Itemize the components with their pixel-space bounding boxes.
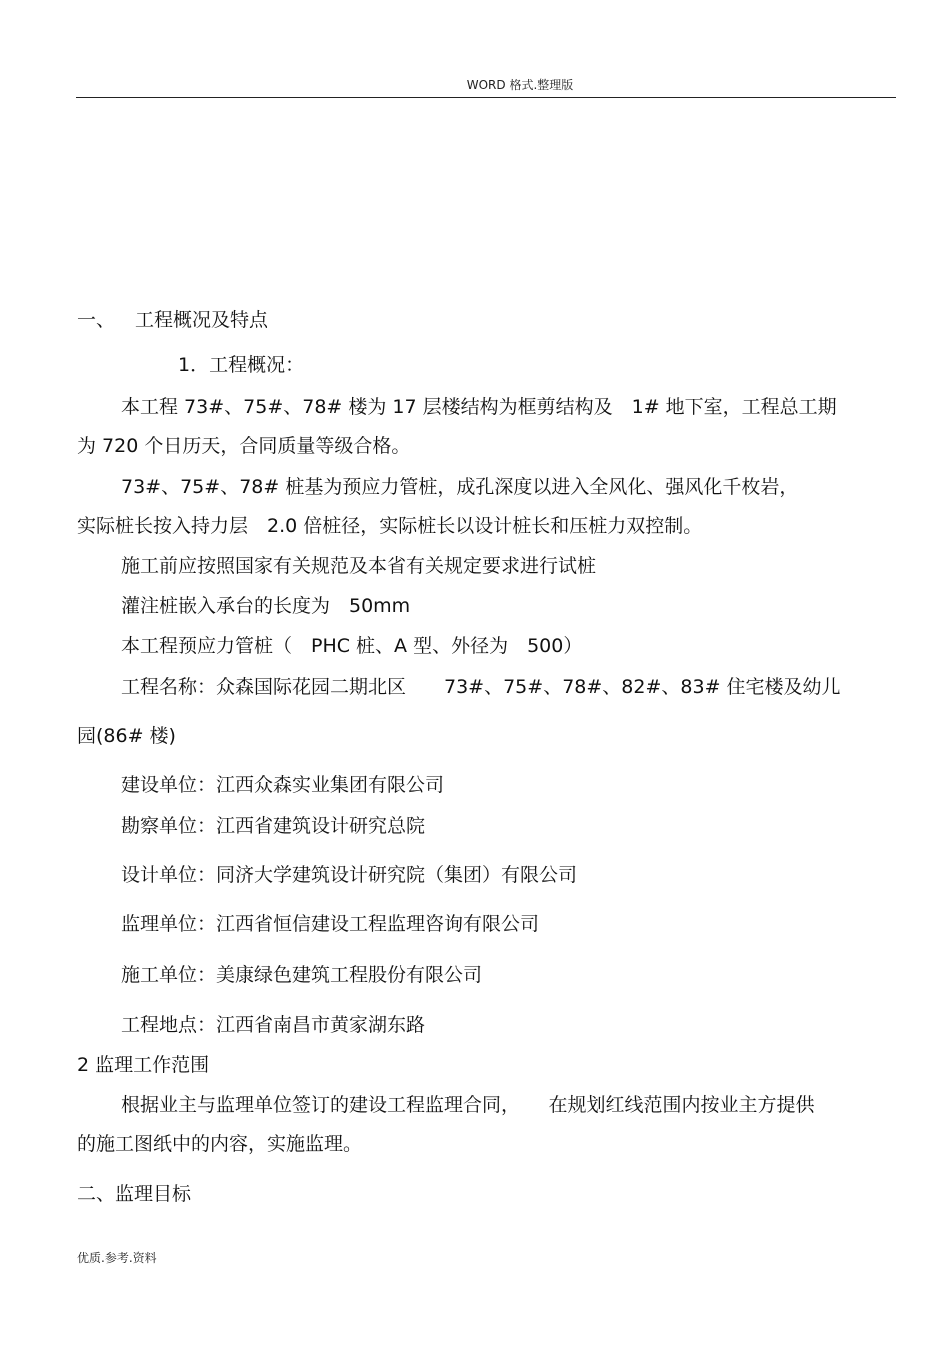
supervision-info: 监理单位：江西省恒信建设工程监理咨询有限公司 [121,913,540,935]
paragraph-3: 施工前应按照国家有关规范及本省有关规定要求进行试桩 [121,555,597,577]
construction-info: 施工单位：美康绿色建筑工程股份有限公司 [121,964,483,986]
paragraph-2-line-2: 实际桩长按入持力层 2.0 倍桩径，实际桩长以设计桩长和压桩力双控制。 [77,515,703,537]
location-info: 工程地点：江西省南昌市黄家湖东路 [121,1014,426,1036]
design-info: 设计单位：同济大学建筑设计研究院（集团）有限公司 [121,864,578,886]
section-1-title: 工程概况及特点 [135,309,269,331]
project-name-line-2: 园(86# 楼) [77,725,176,747]
paragraph-1-line-1: 本工程 73#、75#、78# 楼为 17 层楼结构为框剪结构及 1# 地下室，工程总工期 [121,396,837,418]
client-info: 建设单位：江西众森实业集团有限公司 [121,774,445,796]
project-name-line-1: 工程名称：众森国际花园二期北区 73#、75#、78#、82#、83# 住宅楼及幼儿 [121,676,841,698]
survey-info: 勘察单位：江西省建筑设计研究总院 [121,815,426,837]
paragraph-13-line-2: 的施工图纸中的内容，实施监理。 [77,1133,363,1155]
section-1-number: 一、 [77,309,116,331]
paragraph-2-line-1: 73#、75#、78# 桩基为预应力管桩，成孔深度以进入全风化、强风化千枚岩， [121,476,799,498]
paragraph-5: 本工程预应力管桩（ PHC 桩、A 型、外径为 500） [121,635,583,657]
page-footer: 优质.参考.资料 [77,1251,157,1265]
paragraph-4: 灌注桩嵌入承台的长度为 50mm [121,595,411,617]
section-2-title: 2 监理工作范围 [77,1054,210,1076]
header-divider [76,97,896,98]
paragraph-1-line-2: 为 720 个日历天，合同质量等级合格。 [77,435,411,457]
section-3-title: 二、监理目标 [77,1183,192,1205]
subsection-1-title: 1．工程概况： [178,354,305,376]
page-header: WORD 格式.整理版 [466,78,574,92]
paragraph-13-line-1: 根据业主与监理单位签订的建设工程监理合同， 在规划红线范围内按业主方提供 [121,1094,815,1116]
